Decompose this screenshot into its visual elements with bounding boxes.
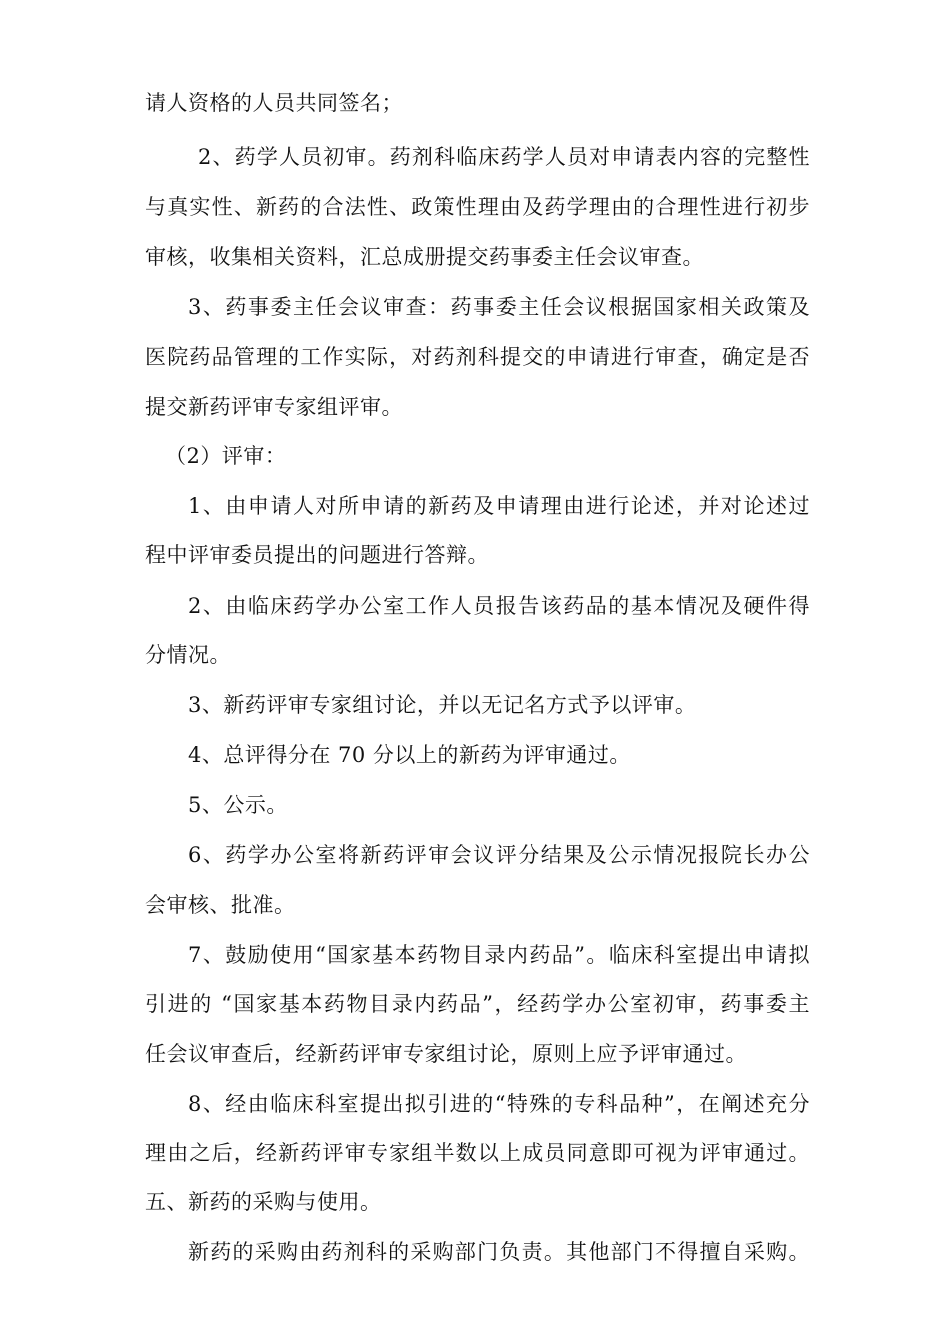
- text-line: 分情况。: [145, 643, 231, 667]
- text-line: 6、药学办公室将新药评审会议评分结果及公示情况报院长办公: [188, 843, 810, 867]
- text-line: 程中评审委员提出的问题进行答辩。: [145, 543, 489, 567]
- text-line: 4、总评得分在 70 分以上的新药为评审通过。: [188, 743, 631, 767]
- text-line: 8、经由临床科室提出拟引进的“特殊的专科品种”，在阐述充分: [188, 1092, 810, 1116]
- text-line: 提交新药评审专家组评审。: [145, 395, 403, 419]
- section-heading: （2）评审：: [165, 444, 287, 468]
- text-line: 请人资格的人员共同签名；: [145, 91, 403, 115]
- section-heading: 五、新药的采购与使用。: [145, 1190, 382, 1214]
- text-line: 3、新药评审专家组讨论，并以无记名方式予以评审。: [188, 693, 697, 717]
- text-line: 7、鼓励使用“国家基本药物目录内药品”。临床科室提出申请拟: [188, 943, 810, 967]
- text-line: 与真实性、新药的合法性、政策性理由及药学理由的合理性进行初步: [145, 195, 810, 219]
- text-line: 引进的 “国家基本药物目录内药品”，经药学办公室初审，药事委主: [145, 992, 810, 1016]
- text-line: 审核，收集相关资料，汇总成册提交药事委主任会议审查。: [145, 245, 704, 269]
- text-line: 3、药事委主任会议审查：药事委主任会议根据国家相关政策及: [188, 295, 810, 319]
- text-line: 会审核、批准。: [145, 893, 296, 917]
- text-line: 5、公示。: [188, 793, 288, 817]
- text-line: 任会议审查后，经新药评审专家组讨论，原则上应予评审通过。: [145, 1042, 747, 1066]
- text-line: 2、由临床药学办公室工作人员报告该药品的基本情况及硬件得: [188, 594, 810, 618]
- text-line: 2、药学人员初审。药剂科临床药学人员对申请表内容的完整性: [198, 145, 810, 169]
- text-line: 理由之后，经新药评审专家组半数以上成员同意即可视为评审通过。: [145, 1141, 810, 1165]
- text-line: 1、由申请人对所申请的新药及申请理由进行论述，并对论述过: [188, 494, 810, 518]
- text-line: 新药的采购由药剂科的采购部门负责。其他部门不得擅自采购。: [188, 1240, 810, 1264]
- text-line: 医院药品管理的工作实际，对药剂科提交的申请进行审查，确定是否: [145, 345, 810, 369]
